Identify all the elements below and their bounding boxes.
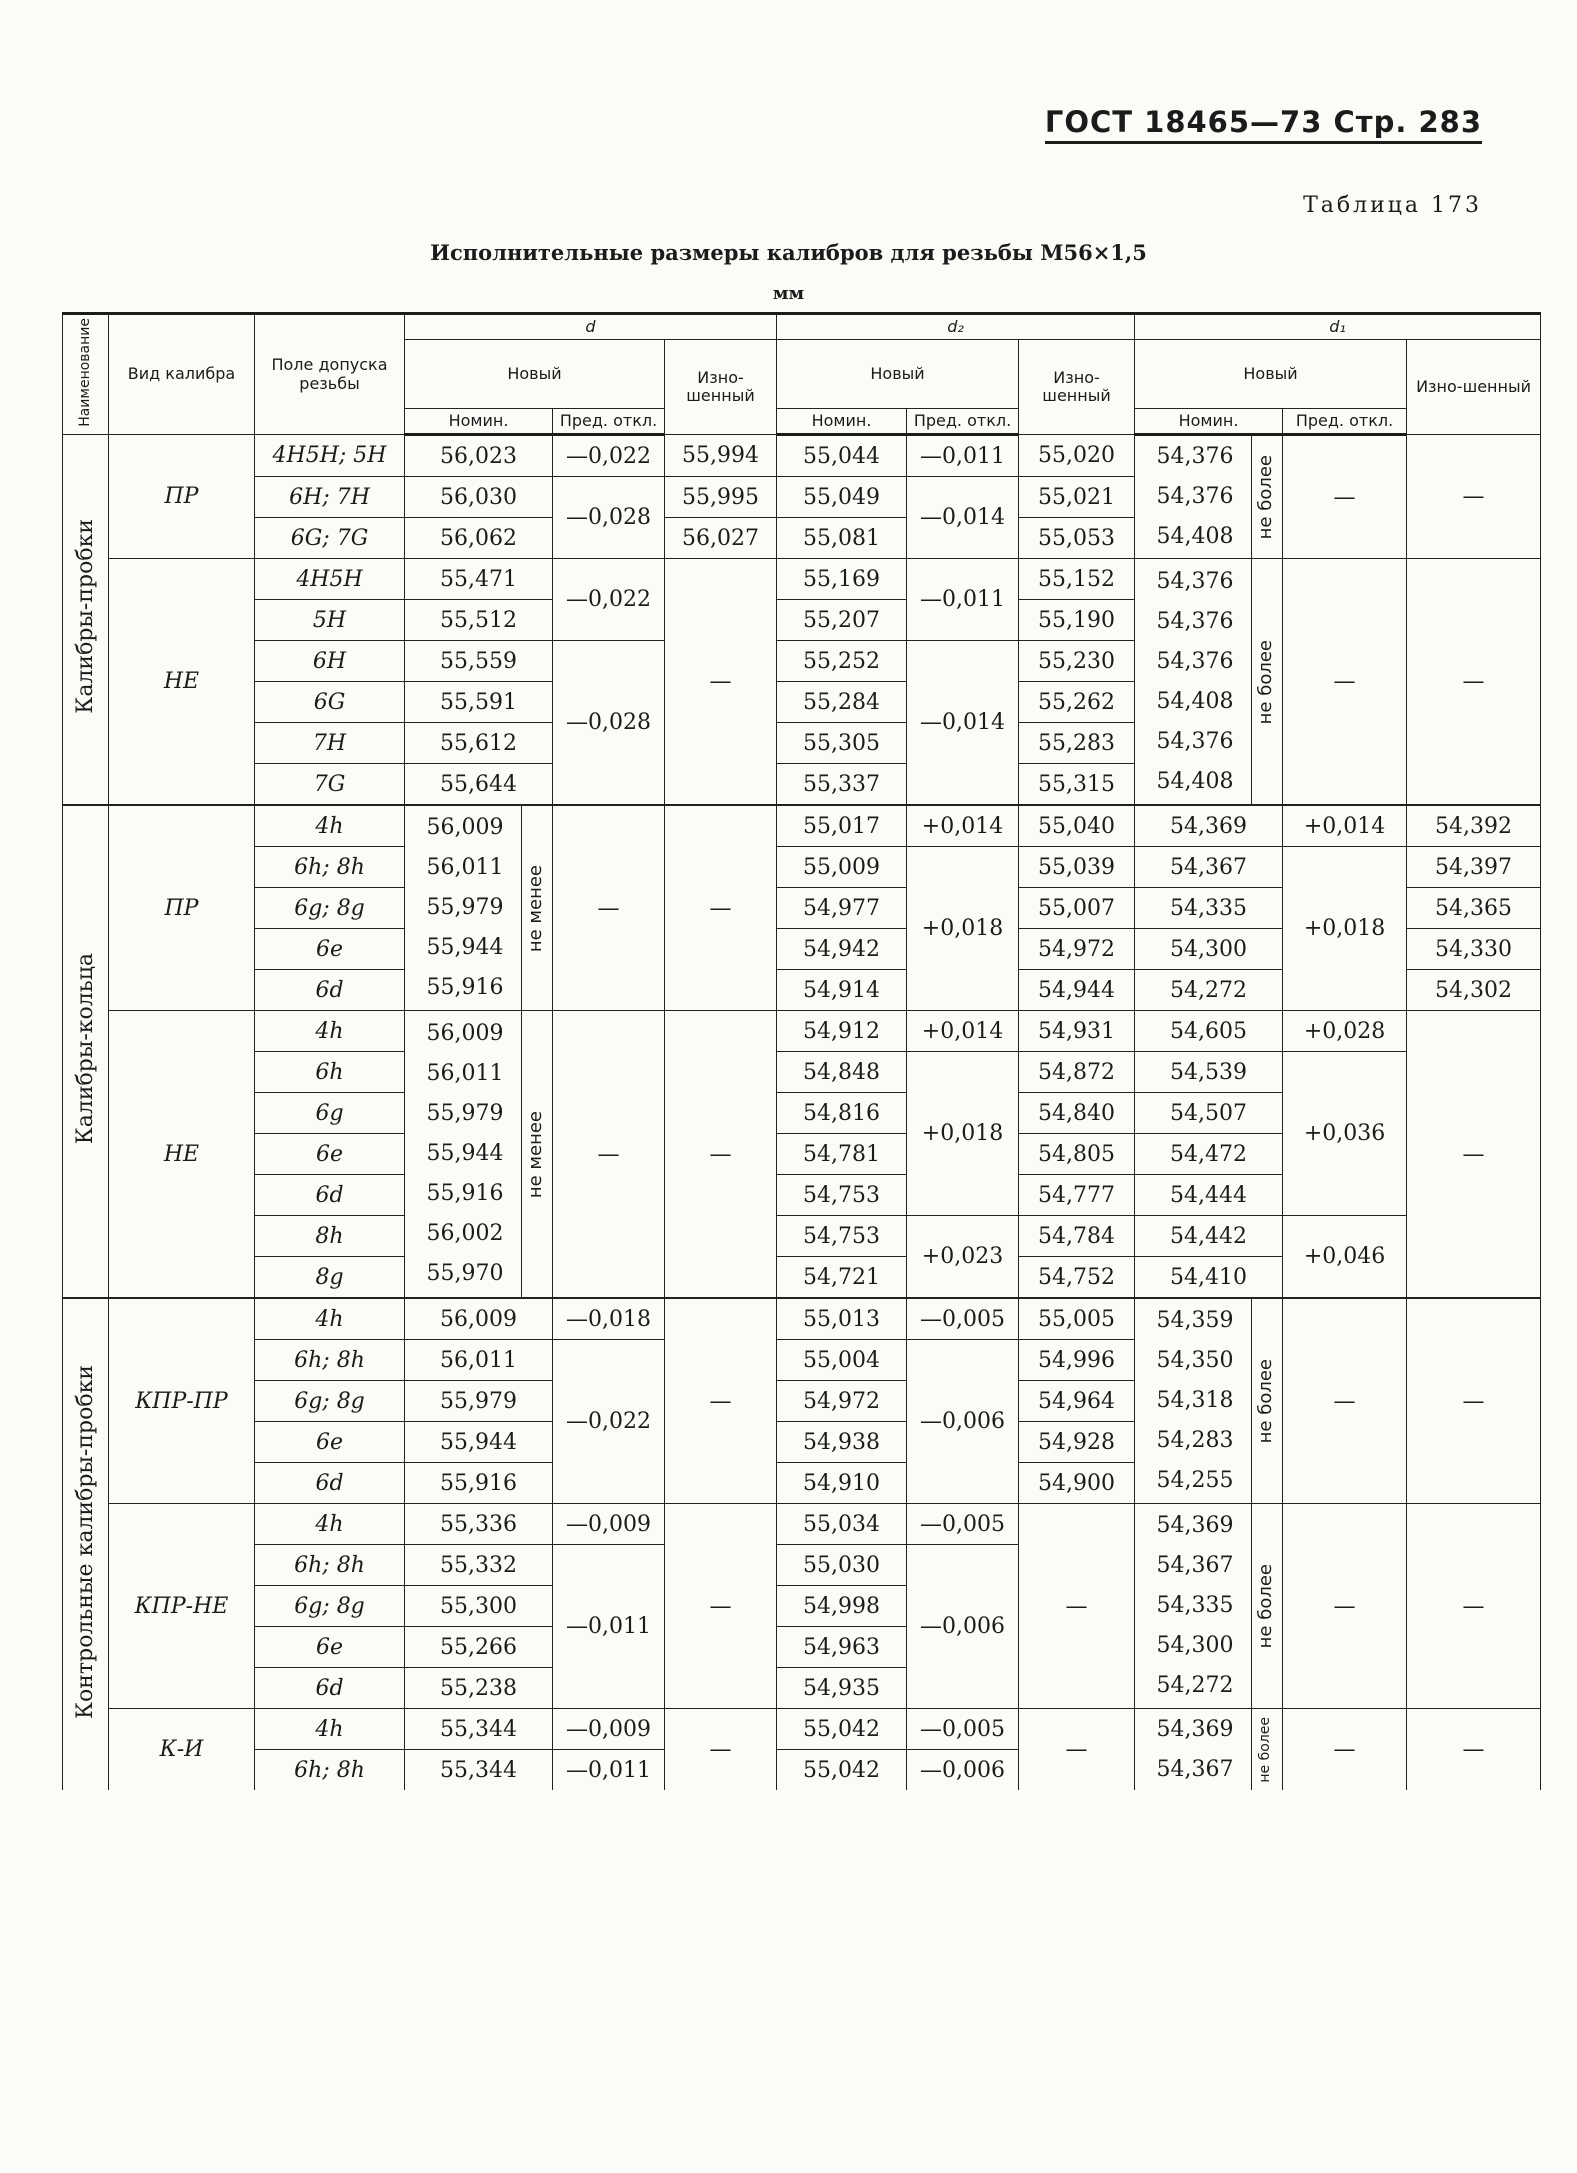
- d1-nomin-cell: 54,318: [1156, 1388, 1234, 1414]
- data-table: [62, 312, 1541, 1790]
- d1-worn-cell: —: [1407, 1504, 1541, 1709]
- d2-pred-cell: —0,006: [907, 1545, 1019, 1709]
- d1-worn-cell: 54,397: [1407, 847, 1541, 888]
- field-cell: 4h: [255, 805, 405, 847]
- field-cell: 6h: [255, 1052, 405, 1093]
- d2-nomin-cell: 55,004: [777, 1340, 907, 1381]
- kind-pr: ПР: [109, 805, 255, 1011]
- d-nomin-cell: 56,009: [405, 1298, 553, 1340]
- d1-nomin-cell: 54,376: [1156, 648, 1234, 674]
- d2-nomin-cell: 54,998: [777, 1586, 907, 1627]
- d-nomin-cell: 55,916: [426, 1181, 504, 1207]
- d-nomin-cell: 55,979: [405, 1381, 553, 1422]
- d2-new-header: Новый: [777, 340, 1019, 408]
- col-d1-header: d₁: [1135, 314, 1541, 340]
- d1-worn-cell: —: [1407, 1709, 1541, 1791]
- d2-worn-cell: 55,005: [1019, 1298, 1135, 1340]
- field-cell: 6e: [255, 1422, 405, 1463]
- d2-pred-cell: +0,014: [907, 1011, 1019, 1052]
- d-nomin-cell: 55,979: [426, 895, 504, 921]
- d-nomin-cell: 55,591: [405, 682, 553, 723]
- d-pred-cell: —0,028: [553, 641, 665, 806]
- d2-worn-cell: —: [1019, 1709, 1135, 1791]
- field-cell: 6h; 8h: [255, 847, 405, 888]
- d-nomin-cell: 55,944: [426, 935, 504, 961]
- col-name-header: Наименование: [63, 314, 109, 435]
- d-nomin-cell: 56,011: [426, 855, 504, 881]
- field-cell: 6e: [255, 1134, 405, 1175]
- d1-nomin-cell: 54,376: [1156, 444, 1234, 470]
- d1-nomin-cell: 54,507: [1135, 1093, 1283, 1134]
- d-pred-cell: —0,009: [553, 1709, 665, 1750]
- d1-new-header: Новый: [1135, 340, 1407, 408]
- d1-nomin-group: [1135, 559, 1283, 806]
- field-cell: 4h: [255, 1709, 405, 1750]
- d1-nomin-cell: 54,408: [1156, 768, 1234, 794]
- d1-nomin-cell: 54,376: [1156, 484, 1234, 510]
- field-cell: 6G; 7G: [255, 518, 405, 559]
- d2-nomin-cell: 54,721: [777, 1257, 907, 1299]
- col-field-header: Поле допуска резьбы: [255, 314, 405, 435]
- d-nomin-cell: 56,062: [405, 518, 553, 559]
- d2-worn-cell: 54,964: [1019, 1381, 1135, 1422]
- d1-nomin-cell: 54,472: [1135, 1134, 1283, 1175]
- kind-ne: НЕ: [109, 1011, 255, 1299]
- d-nomin-cell: 55,344: [405, 1709, 553, 1750]
- d-pred-cell: —0,009: [553, 1504, 665, 1545]
- d1-nomin-cell: 54,255: [1156, 1468, 1234, 1494]
- d-nomin-cell: 55,979: [426, 1101, 504, 1127]
- d-nomin-group: [405, 1011, 553, 1299]
- d1-pred-cell: —: [1283, 1709, 1407, 1791]
- d2-nomin-cell: 54,910: [777, 1463, 907, 1504]
- d2-worn-cell: 55,230: [1019, 641, 1135, 682]
- kind-ne: НЕ: [109, 559, 255, 806]
- d-worn-cell: 55,994: [665, 435, 777, 477]
- field-cell: 4h: [255, 1298, 405, 1340]
- col-d-header: d: [405, 314, 777, 340]
- d1-nomin-cell: 54,359: [1156, 1308, 1234, 1334]
- d1-pred-cell: +0,018: [1283, 847, 1407, 1011]
- d2-pred-cell: +0,014: [907, 805, 1019, 847]
- d1-worn-cell: —: [1407, 1011, 1541, 1299]
- d-nomin-cell: 56,011: [405, 1340, 553, 1381]
- d-new-header: Новый: [405, 340, 665, 408]
- d1-nomin-cell: 54,444: [1135, 1175, 1283, 1216]
- not-less-note: не менее: [524, 1110, 546, 1198]
- d-pred-header: Пред. откл.: [553, 408, 665, 434]
- field-cell: 6g: [255, 1093, 405, 1134]
- d-worn-header: Изно-шенный: [665, 340, 777, 435]
- field-cell: 6h; 8h: [255, 1750, 405, 1791]
- d2-worn-cell: 55,039: [1019, 847, 1135, 888]
- d1-worn-cell: 54,302: [1407, 970, 1541, 1011]
- d-nomin-cell: 56,023: [405, 435, 553, 477]
- field-cell: 4h: [255, 1504, 405, 1545]
- field-cell: 6H; 7H: [255, 477, 405, 518]
- field-cell: 6H: [255, 641, 405, 682]
- d-nomin-cell: 55,612: [405, 723, 553, 764]
- d2-nomin-cell: 55,042: [777, 1750, 907, 1791]
- d2-nomin-cell: 54,781: [777, 1134, 907, 1175]
- d-nomin-cell: 55,916: [405, 1463, 553, 1504]
- d2-worn-cell: —: [1019, 1504, 1135, 1709]
- d1-nomin-cell: 54,408: [1156, 688, 1234, 714]
- group-rings: Калибры-кольца: [63, 805, 109, 1298]
- d-pred-cell: —0,028: [553, 477, 665, 559]
- d2-worn-cell: 55,007: [1019, 888, 1135, 929]
- not-more-note: не более: [1254, 1564, 1276, 1649]
- field-cell: 7H: [255, 723, 405, 764]
- field-cell: 6g; 8g: [255, 1586, 405, 1627]
- field-cell: 6d: [255, 1463, 405, 1504]
- d2-worn-cell: 54,928: [1019, 1422, 1135, 1463]
- field-cell: 6e: [255, 929, 405, 970]
- d-pred-cell: —: [553, 1011, 665, 1299]
- d1-nomin-cell: 54,369: [1156, 1513, 1234, 1539]
- d2-worn-cell: 55,152: [1019, 559, 1135, 600]
- d2-worn-cell: 54,972: [1019, 929, 1135, 970]
- d2-nomin-cell: 54,914: [777, 970, 907, 1011]
- d1-nomin-cell: 54,283: [1156, 1428, 1234, 1454]
- kind-k-i: К-И: [109, 1709, 255, 1791]
- d1-pred-cell: +0,046: [1283, 1216, 1407, 1299]
- field-cell: 6h; 8h: [255, 1340, 405, 1381]
- d1-worn-header: Изно-шенный: [1407, 340, 1541, 435]
- d-nomin-cell: 55,512: [405, 600, 553, 641]
- d2-nomin-cell: 54,848: [777, 1052, 907, 1093]
- d1-nomin-header: Номин.: [1135, 408, 1283, 434]
- not-less-note: не менее: [524, 864, 546, 952]
- d2-nomin-cell: 55,169: [777, 559, 907, 600]
- field-cell: 6g; 8g: [255, 1381, 405, 1422]
- d-nomin-cell: 56,009: [426, 815, 504, 841]
- d2-worn-cell: 55,053: [1019, 518, 1135, 559]
- d-pred-cell: —0,011: [553, 1750, 665, 1791]
- field-cell: 6d: [255, 970, 405, 1011]
- d1-nomin-cell: 54,300: [1135, 929, 1283, 970]
- not-more-note: не более: [1257, 1716, 1274, 1783]
- d1-nomin-cell: 54,410: [1135, 1257, 1283, 1299]
- d-nomin-cell: 55,916: [426, 975, 504, 1001]
- d1-worn-cell: 54,365: [1407, 888, 1541, 929]
- d-nomin-cell: 56,002: [426, 1221, 504, 1247]
- d2-nomin-cell: 55,042: [777, 1709, 907, 1750]
- d-worn-cell: —: [665, 805, 777, 1011]
- col-d2-header: d₂: [777, 314, 1135, 340]
- d1-nomin-cell: 54,300: [1156, 1633, 1234, 1659]
- d1-pred-cell: —: [1283, 1298, 1407, 1504]
- d2-nomin-cell: 55,081: [777, 518, 907, 559]
- d1-pred-header: Пред. откл.: [1283, 408, 1407, 434]
- d2-worn-cell: 54,784: [1019, 1216, 1135, 1257]
- d2-pred-cell: +0,018: [907, 847, 1019, 1011]
- d2-nomin-cell: 55,305: [777, 723, 907, 764]
- d2-nomin-cell: 54,942: [777, 929, 907, 970]
- d2-nomin-cell: 54,753: [777, 1216, 907, 1257]
- d2-nomin-cell: 55,284: [777, 682, 907, 723]
- not-more-note: не более: [1254, 639, 1276, 724]
- d1-nomin-cell: 54,350: [1156, 1348, 1234, 1374]
- d1-nomin-cell: 54,376: [1156, 608, 1234, 634]
- d-pred-cell: —0,011: [553, 1545, 665, 1709]
- d-worn-cell: —: [665, 1011, 777, 1299]
- d2-pred-cell: —0,011: [907, 559, 1019, 641]
- group-plugs: Калибры-пробки: [63, 435, 109, 806]
- d1-nomin-cell: 54,376: [1156, 728, 1234, 754]
- d1-nomin-cell: 54,335: [1156, 1593, 1234, 1619]
- table-unit: мм: [772, 283, 805, 304]
- field-cell: 4H5H: [255, 559, 405, 600]
- not-more-note: не более: [1254, 455, 1276, 540]
- d1-nomin-group: [1135, 1709, 1283, 1791]
- d-worn-cell: —: [665, 1504, 777, 1709]
- d1-nomin-cell: 54,605: [1135, 1011, 1283, 1052]
- d2-worn-cell: 55,190: [1019, 600, 1135, 641]
- d2-pred-cell: —0,005: [907, 1504, 1019, 1545]
- table-number: Таблица 173: [1303, 193, 1482, 218]
- d-worn-cell: —: [665, 559, 777, 806]
- d2-worn-cell: 54,872: [1019, 1052, 1135, 1093]
- d-worn-cell: —: [665, 1709, 777, 1791]
- d2-pred-cell: +0,023: [907, 1216, 1019, 1299]
- d2-pred-cell: —0,006: [907, 1340, 1019, 1504]
- d-worn-cell: 56,027: [665, 518, 777, 559]
- d1-nomin-cell: 54,367: [1156, 1553, 1234, 1579]
- d1-nomin-cell: 54,369: [1135, 805, 1283, 847]
- d-nomin-cell: 55,559: [405, 641, 553, 682]
- field-cell: 7G: [255, 764, 405, 806]
- d2-worn-cell: 54,900: [1019, 1463, 1135, 1504]
- field-cell: 6G: [255, 682, 405, 723]
- d2-nomin-cell: 55,049: [777, 477, 907, 518]
- d-pred-cell: —0,018: [553, 1298, 665, 1340]
- d2-nomin-cell: 54,963: [777, 1627, 907, 1668]
- d2-pred-cell: +0,018: [907, 1052, 1019, 1216]
- d-pred-cell: —: [553, 805, 665, 1011]
- d1-nomin-cell: 54,442: [1135, 1216, 1283, 1257]
- d1-nomin-group: [1135, 1298, 1283, 1504]
- d-nomin-cell: 55,970: [426, 1261, 504, 1287]
- kind-kpr-pr: КПР-ПР: [109, 1298, 255, 1504]
- d1-nomin-cell: 54,272: [1156, 1673, 1234, 1699]
- d-nomin-cell: 56,011: [426, 1061, 504, 1087]
- d-nomin-header: Номин.: [405, 408, 553, 434]
- d-nomin-cell: 56,009: [426, 1021, 504, 1047]
- d2-pred-cell: —0,011: [907, 435, 1019, 477]
- d2-pred-cell: —0,014: [907, 641, 1019, 806]
- field-cell: 6e: [255, 1627, 405, 1668]
- field-cell: 4H5H; 5H: [255, 435, 405, 477]
- d2-worn-cell: 55,283: [1019, 723, 1135, 764]
- d2-nomin-cell: 55,030: [777, 1545, 907, 1586]
- d-worn-cell: —: [665, 1298, 777, 1504]
- d2-worn-cell: 54,931: [1019, 1011, 1135, 1052]
- d-nomin-cell: 55,644: [405, 764, 553, 806]
- d2-pred-cell: —0,006: [907, 1750, 1019, 1791]
- d1-pred-cell: +0,014: [1283, 805, 1407, 847]
- d2-nomin-cell: 55,207: [777, 600, 907, 641]
- d2-pred-header: Пред. откл.: [907, 408, 1019, 434]
- field-cell: 6d: [255, 1175, 405, 1216]
- d2-nomin-cell: 55,013: [777, 1298, 907, 1340]
- d-nomin-cell: 55,336: [405, 1504, 553, 1545]
- d-worn-cell: 55,995: [665, 477, 777, 518]
- d-nomin-cell: 55,300: [405, 1586, 553, 1627]
- d1-nomin-cell: 54,376: [1156, 568, 1234, 594]
- page-header: ГОСТ 18465—73 Стр. 283: [1045, 105, 1482, 144]
- d1-pred-cell: +0,036: [1283, 1052, 1407, 1216]
- not-more-note: не более: [1254, 1359, 1276, 1444]
- d1-worn-cell: —: [1407, 1298, 1541, 1504]
- col-kind-header: Вид калибра: [109, 314, 255, 435]
- d-pred-cell: —0,022: [553, 559, 665, 641]
- d-nomin-cell: 55,238: [405, 1668, 553, 1709]
- field-cell: 8g: [255, 1257, 405, 1299]
- d1-pred-cell: —: [1283, 1504, 1407, 1709]
- d2-nomin-cell: 54,753: [777, 1175, 907, 1216]
- d2-nomin-cell: 55,337: [777, 764, 907, 806]
- d1-nomin-cell: 54,369: [1156, 1716, 1234, 1742]
- d-nomin-cell: 55,266: [405, 1627, 553, 1668]
- d1-nomin-cell: 54,367: [1156, 1756, 1234, 1782]
- d1-nomin-cell: 54,408: [1156, 524, 1234, 550]
- d-nomin-cell: 55,944: [426, 1141, 504, 1167]
- d1-pred-cell: +0,028: [1283, 1011, 1407, 1052]
- d2-worn-cell: 54,944: [1019, 970, 1135, 1011]
- kind-pr: ПР: [109, 435, 255, 559]
- d-nomin-cell: 55,344: [405, 1750, 553, 1791]
- d1-worn-cell: 54,392: [1407, 805, 1541, 847]
- group-control-plugs: Контрольные калибры-пробки: [63, 1298, 109, 1790]
- d2-nomin-cell: 55,009: [777, 847, 907, 888]
- d1-nomin-cell: 54,539: [1135, 1052, 1283, 1093]
- field-cell: 4h: [255, 1011, 405, 1052]
- d2-nomin-cell: 54,972: [777, 1381, 907, 1422]
- d2-worn-cell: 54,805: [1019, 1134, 1135, 1175]
- d1-nomin-cell: 54,367: [1135, 847, 1283, 888]
- d1-nomin-group: [1135, 1504, 1283, 1709]
- d-nomin-cell: 56,030: [405, 477, 553, 518]
- kind-kpr-ne: КПР-НЕ: [109, 1504, 255, 1709]
- d2-worn-cell: 54,996: [1019, 1340, 1135, 1381]
- d2-worn-cell: 54,840: [1019, 1093, 1135, 1134]
- field-cell: 6h; 8h: [255, 1545, 405, 1586]
- d1-pred-cell: —: [1283, 435, 1407, 559]
- d2-nomin-cell: 55,252: [777, 641, 907, 682]
- d2-worn-cell: 55,315: [1019, 764, 1135, 806]
- d2-worn-cell: 55,262: [1019, 682, 1135, 723]
- d-nomin-cell: 55,332: [405, 1545, 553, 1586]
- field-cell: 6g; 8g: [255, 888, 405, 929]
- table-title: Исполнительные размеры калибров для резьбы М56×1,5: [430, 240, 1147, 265]
- d2-nomin-cell: 54,977: [777, 888, 907, 929]
- d1-nomin-cell: 54,272: [1135, 970, 1283, 1011]
- field-cell: 8h: [255, 1216, 405, 1257]
- d-pred-cell: —0,022: [553, 435, 665, 477]
- d1-worn-cell: 54,330: [1407, 929, 1541, 970]
- d2-nomin-cell: 54,935: [777, 1668, 907, 1709]
- d-nomin-cell: 55,944: [405, 1422, 553, 1463]
- d1-nomin-group: [1135, 435, 1283, 559]
- d2-pred-cell: —0,005: [907, 1298, 1019, 1340]
- d2-worn-cell: 55,021: [1019, 477, 1135, 518]
- d2-pred-cell: —0,014: [907, 477, 1019, 559]
- d2-pred-cell: —0,005: [907, 1709, 1019, 1750]
- d1-worn-cell: —: [1407, 559, 1541, 806]
- d2-nomin-cell: 54,816: [777, 1093, 907, 1134]
- field-cell: 5H: [255, 600, 405, 641]
- d2-nomin-header: Номин.: [777, 408, 907, 434]
- d2-nomin-cell: 55,034: [777, 1504, 907, 1545]
- d1-nomin-cell: 54,335: [1135, 888, 1283, 929]
- d2-nomin-cell: 54,912: [777, 1011, 907, 1052]
- d2-worn-cell: 55,020: [1019, 435, 1135, 477]
- d2-nomin-cell: 55,017: [777, 805, 907, 847]
- d-nomin-group: [405, 805, 553, 1011]
- d2-worn-cell: 54,752: [1019, 1257, 1135, 1299]
- d2-nomin-cell: 55,044: [777, 435, 907, 477]
- d1-pred-cell: —: [1283, 559, 1407, 806]
- d2-worn-header: Изно-шенный: [1019, 340, 1135, 435]
- d1-worn-cell: —: [1407, 435, 1541, 559]
- d2-worn-cell: 54,777: [1019, 1175, 1135, 1216]
- d-nomin-cell: 55,471: [405, 559, 553, 600]
- field-cell: 6d: [255, 1668, 405, 1709]
- d2-worn-cell: 55,040: [1019, 805, 1135, 847]
- d2-nomin-cell: 54,938: [777, 1422, 907, 1463]
- d-pred-cell: —0,022: [553, 1340, 665, 1504]
